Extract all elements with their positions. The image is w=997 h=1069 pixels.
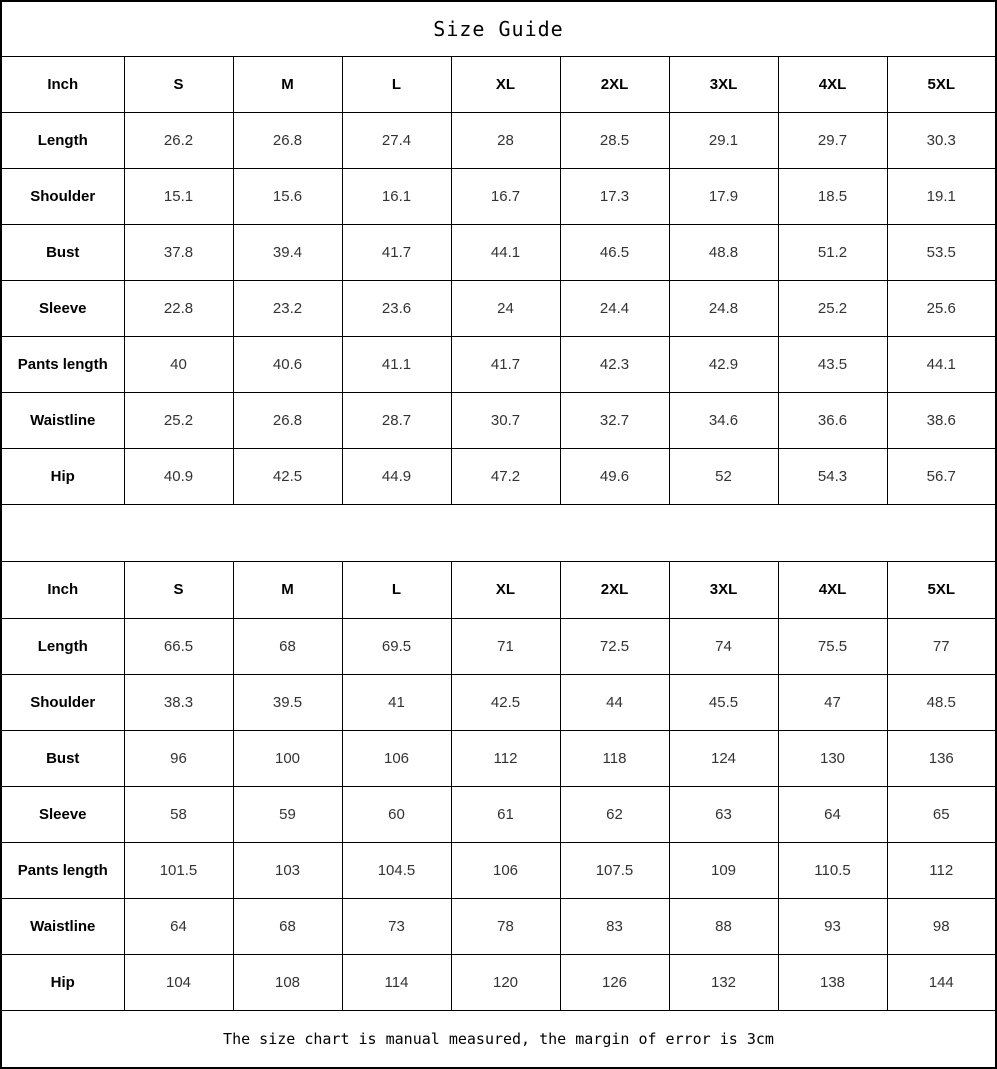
measurement-value-cell: 77	[887, 618, 996, 674]
measurement-value-cell: 112	[451, 730, 560, 786]
measurement-value-cell: 26.2	[124, 112, 233, 168]
measurement-label: Shoulder	[1, 674, 124, 730]
spacer-cell	[1, 504, 996, 561]
measurement-row	[1, 842, 996, 898]
measurement-value-cell: 47	[778, 674, 887, 730]
measurement-value-cell: 41.7	[342, 224, 451, 280]
measurement-label: Hip	[1, 448, 124, 504]
size-header-row	[1, 56, 996, 112]
measurement-value-cell: 47.2	[451, 448, 560, 504]
measurement-value-cell: 62	[560, 786, 669, 842]
measurement-value-cell: 28	[451, 112, 560, 168]
measurement-value-cell: 41	[342, 674, 451, 730]
measurement-value-cell: 22.8	[124, 280, 233, 336]
size-header-cell: 4XL	[778, 561, 887, 618]
measurement-value-cell: 16.7	[451, 168, 560, 224]
measurement-row	[1, 224, 996, 280]
measurement-value-cell: 58	[124, 786, 233, 842]
measurement-value-cell: 106	[451, 842, 560, 898]
measurement-value-cell: 26.8	[233, 112, 342, 168]
measurement-value-cell: 104	[124, 954, 233, 1010]
measurement-value-cell: 59	[233, 786, 342, 842]
measurement-value-cell: 124	[669, 730, 778, 786]
size-header-cell: S	[124, 561, 233, 618]
measurement-value-cell: 44.1	[451, 224, 560, 280]
page-title: Size Guide	[1, 1, 996, 56]
measurement-value-cell: 26.8	[233, 392, 342, 448]
measurement-value-cell: 126	[560, 954, 669, 1010]
measurement-value-cell: 138	[778, 954, 887, 1010]
size-table-inch	[1, 56, 996, 504]
measurement-value-cell: 48.5	[887, 674, 996, 730]
size-header-cell: L	[342, 561, 451, 618]
measurement-label: Pants length	[1, 842, 124, 898]
measurement-value-cell: 42.3	[560, 336, 669, 392]
measurement-value-cell: 110.5	[778, 842, 887, 898]
measurement-value-cell: 112	[887, 842, 996, 898]
measurement-value-cell: 25.6	[887, 280, 996, 336]
footer-row	[1, 1010, 996, 1068]
measurement-row	[1, 392, 996, 448]
measurement-value-cell: 44	[560, 674, 669, 730]
measurement-value-cell: 40.9	[124, 448, 233, 504]
measurement-value-cell: 51.2	[778, 224, 887, 280]
measurement-value-cell: 45.5	[669, 674, 778, 730]
size-header-cell: XL	[451, 56, 560, 112]
measurement-value-cell: 63	[669, 786, 778, 842]
measurement-value-cell: 38.3	[124, 674, 233, 730]
measurement-value-cell: 39.4	[233, 224, 342, 280]
measurement-row	[1, 168, 996, 224]
measurement-value-cell: 104.5	[342, 842, 451, 898]
measurement-value-cell: 41.1	[342, 336, 451, 392]
size-header-cell: L	[342, 56, 451, 112]
measurement-value-cell: 144	[887, 954, 996, 1010]
measurement-value-cell: 108	[233, 954, 342, 1010]
measurement-value-cell: 34.6	[669, 392, 778, 448]
measurement-value-cell: 56.7	[887, 448, 996, 504]
measurement-value-cell: 17.3	[560, 168, 669, 224]
measurement-value-cell: 40.6	[233, 336, 342, 392]
measurement-value-cell: 25.2	[124, 392, 233, 448]
unit-header-cell: Inch	[1, 561, 124, 618]
measurement-value-cell: 43.5	[778, 336, 887, 392]
measurement-label: Shoulder	[1, 168, 124, 224]
measurement-value-cell: 83	[560, 898, 669, 954]
measurement-value-cell: 42.5	[451, 674, 560, 730]
measurement-value-cell: 49.6	[560, 448, 669, 504]
measurement-row	[1, 618, 996, 674]
measurement-label: Waistline	[1, 392, 124, 448]
measurement-label: Length	[1, 618, 124, 674]
measurement-row	[1, 112, 996, 168]
measurement-row	[1, 674, 996, 730]
measurement-value-cell: 44.9	[342, 448, 451, 504]
measurement-value-cell: 37.8	[124, 224, 233, 280]
size-header-cell: 2XL	[560, 56, 669, 112]
measurement-value-cell: 120	[451, 954, 560, 1010]
measurement-row	[1, 280, 996, 336]
measurement-value-cell: 65	[887, 786, 996, 842]
size-table-cm	[1, 561, 996, 1010]
measurement-value-cell: 54.3	[778, 448, 887, 504]
measurement-value-cell: 61	[451, 786, 560, 842]
measurement-label: Waistline	[1, 898, 124, 954]
measurement-value-cell: 68	[233, 618, 342, 674]
measurement-value-cell: 15.1	[124, 168, 233, 224]
measurement-value-cell: 73	[342, 898, 451, 954]
measurement-value-cell: 19.1	[887, 168, 996, 224]
measurement-value-cell: 130	[778, 730, 887, 786]
measurement-value-cell: 24	[451, 280, 560, 336]
measurement-value-cell: 78	[451, 898, 560, 954]
title-row	[1, 1, 996, 56]
measurement-label: Bust	[1, 224, 124, 280]
measurement-row	[1, 448, 996, 504]
measurement-value-cell: 72.5	[560, 618, 669, 674]
measurement-value-cell: 18.5	[778, 168, 887, 224]
size-header-cell: M	[233, 56, 342, 112]
measurement-label: Pants length	[1, 336, 124, 392]
measurement-value-cell: 118	[560, 730, 669, 786]
measurement-row	[1, 898, 996, 954]
measurement-value-cell: 42.9	[669, 336, 778, 392]
measurement-value-cell: 23.6	[342, 280, 451, 336]
measurement-value-cell: 41.7	[451, 336, 560, 392]
measurement-value-cell: 98	[887, 898, 996, 954]
size-header-cell: 5XL	[887, 56, 996, 112]
size-header-cell: XL	[451, 561, 560, 618]
size-header-cell: M	[233, 561, 342, 618]
measurement-value-cell: 42.5	[233, 448, 342, 504]
measurement-row	[1, 336, 996, 392]
measurement-value-cell: 107.5	[560, 842, 669, 898]
measurement-value-cell: 66.5	[124, 618, 233, 674]
measurement-value-cell: 17.9	[669, 168, 778, 224]
measurement-value-cell: 109	[669, 842, 778, 898]
size-header-cell: 5XL	[887, 561, 996, 618]
measurement-value-cell: 64	[778, 786, 887, 842]
spacer-row	[1, 504, 996, 561]
measurement-value-cell: 60	[342, 786, 451, 842]
measurement-value-cell: 28.7	[342, 392, 451, 448]
measurement-value-cell: 46.5	[560, 224, 669, 280]
measurement-value-cell: 39.5	[233, 674, 342, 730]
measurement-value-cell: 29.1	[669, 112, 778, 168]
measurement-value-cell: 103	[233, 842, 342, 898]
measurement-value-cell: 74	[669, 618, 778, 674]
measurement-value-cell: 15.6	[233, 168, 342, 224]
measurement-label: Length	[1, 112, 124, 168]
measurement-value-cell: 16.1	[342, 168, 451, 224]
measurement-row	[1, 786, 996, 842]
unit-header-cell: Inch	[1, 56, 124, 112]
measurement-value-cell: 100	[233, 730, 342, 786]
measurement-value-cell: 75.5	[778, 618, 887, 674]
measurement-value-cell: 32.7	[560, 392, 669, 448]
measurement-value-cell: 36.6	[778, 392, 887, 448]
measurement-value-cell: 88	[669, 898, 778, 954]
measurement-value-cell: 48.8	[669, 224, 778, 280]
measurement-value-cell: 68	[233, 898, 342, 954]
measurement-label: Bust	[1, 730, 124, 786]
measurement-value-cell: 24.8	[669, 280, 778, 336]
measurement-label: Hip	[1, 954, 124, 1010]
measurement-value-cell: 28.5	[560, 112, 669, 168]
measurement-value-cell: 40	[124, 336, 233, 392]
measurement-label: Sleeve	[1, 786, 124, 842]
measurement-value-cell: 30.3	[887, 112, 996, 168]
measurement-value-cell: 24.4	[560, 280, 669, 336]
measurement-value-cell: 106	[342, 730, 451, 786]
measurement-value-cell: 30.7	[451, 392, 560, 448]
measurement-value-cell: 23.2	[233, 280, 342, 336]
measurement-value-cell: 114	[342, 954, 451, 1010]
measurement-value-cell: 136	[887, 730, 996, 786]
measurement-row	[1, 954, 996, 1010]
measurement-value-cell: 64	[124, 898, 233, 954]
measurement-value-cell: 69.5	[342, 618, 451, 674]
footer-note: The size chart is manual measured, the margin of error is 3cm	[1, 1010, 996, 1068]
size-header-row	[1, 561, 996, 618]
measurement-value-cell: 53.5	[887, 224, 996, 280]
measurement-value-cell: 96	[124, 730, 233, 786]
measurement-label: Sleeve	[1, 280, 124, 336]
measurement-value-cell: 25.2	[778, 280, 887, 336]
size-header-cell: 4XL	[778, 56, 887, 112]
measurement-value-cell: 52	[669, 448, 778, 504]
size-header-cell: 3XL	[669, 561, 778, 618]
measurement-value-cell: 93	[778, 898, 887, 954]
measurement-value-cell: 38.6	[887, 392, 996, 448]
size-header-cell: S	[124, 56, 233, 112]
measurement-value-cell: 27.4	[342, 112, 451, 168]
measurement-value-cell: 132	[669, 954, 778, 1010]
measurement-value-cell: 29.7	[778, 112, 887, 168]
measurement-value-cell: 101.5	[124, 842, 233, 898]
measurement-row	[1, 730, 996, 786]
size-header-cell: 2XL	[560, 561, 669, 618]
size-header-cell: 3XL	[669, 56, 778, 112]
measurement-value-cell: 71	[451, 618, 560, 674]
measurement-value-cell: 44.1	[887, 336, 996, 392]
